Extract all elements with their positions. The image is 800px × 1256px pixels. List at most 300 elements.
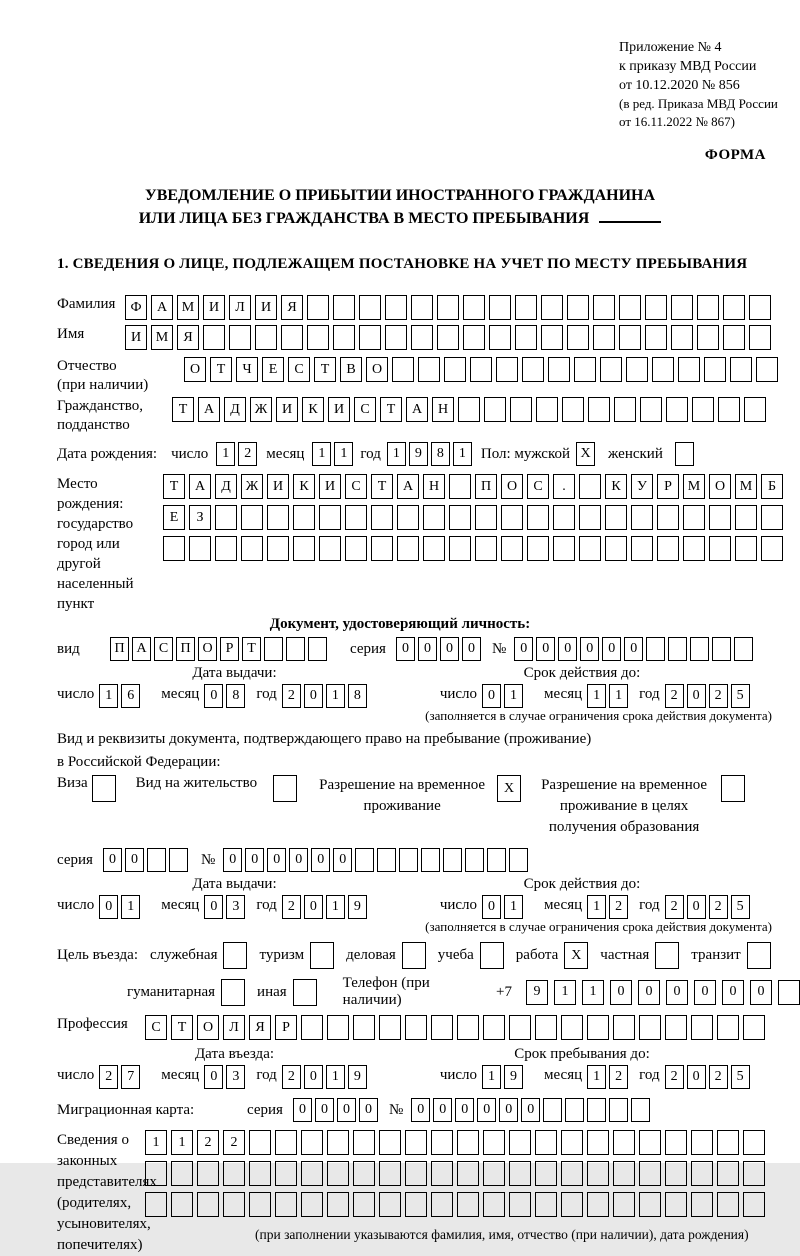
char-cell — [718, 397, 740, 422]
migration-card-label: Миграционная карта: — [57, 1101, 195, 1118]
char-cell: О — [709, 474, 731, 499]
edu-residence-checkbox — [721, 775, 745, 802]
char-cell: 0 — [624, 637, 643, 661]
char-cell — [385, 295, 407, 320]
char-cell — [561, 1015, 583, 1040]
char-cell — [619, 325, 641, 350]
char-cell — [639, 1161, 661, 1186]
char-cell — [437, 325, 459, 350]
char-cell: Я — [249, 1015, 271, 1040]
char-cell: 0 — [125, 848, 144, 872]
char-cell — [379, 1130, 401, 1155]
char-cell — [543, 1098, 562, 1122]
residence-doc-options — [57, 775, 800, 838]
purpose-tourism-label: туризм — [259, 947, 305, 963]
phone-label: Телефон (при наличии) — [342, 975, 430, 1008]
char-cell: Я — [177, 325, 199, 350]
char-cell: 0 — [418, 637, 437, 661]
representatives-label: Сведения о законных представителях (родителях, усыновителях, попечителях) — [57, 1132, 157, 1253]
char-cell — [743, 1015, 765, 1040]
temp-residence-option: Разрешение на временное проживание X — [319, 775, 521, 817]
char-cell: С — [354, 397, 376, 422]
purpose-business-checkbox — [402, 942, 426, 969]
char-cell — [671, 325, 693, 350]
char-cell: 0 — [440, 637, 459, 661]
char-cell: О — [198, 637, 217, 661]
char-cell: А — [397, 474, 419, 499]
visa-option: Виза — [57, 775, 116, 802]
char-cell — [431, 1015, 453, 1040]
number-label: № — [491, 640, 507, 657]
sex-female-checkbox — [675, 442, 694, 466]
char-cell: С — [345, 474, 367, 499]
char-cell — [301, 1192, 323, 1217]
char-cell: 0 — [482, 895, 501, 919]
char-cell: 0 — [103, 848, 122, 872]
char-cell: М — [683, 474, 705, 499]
issue-year-cells — [282, 684, 370, 708]
residence-permit-checkbox — [273, 775, 297, 802]
purpose-humanitarian-label: гуманитарная — [127, 983, 216, 1000]
char-cell — [631, 536, 653, 561]
number-label: № — [200, 851, 216, 868]
char-cell — [319, 536, 341, 561]
char-cell: О — [366, 357, 388, 382]
char-cell: 3 — [226, 1065, 245, 1089]
char-cell — [626, 357, 648, 382]
char-cell — [457, 1192, 479, 1217]
char-cell — [639, 1130, 661, 1155]
char-cell: И — [328, 397, 350, 422]
char-cell — [665, 1015, 687, 1040]
char-cell — [371, 505, 393, 530]
char-cell: Т — [163, 474, 185, 499]
char-cell: Т — [314, 357, 336, 382]
char-cell — [665, 1161, 687, 1186]
purpose-work-label: работа — [515, 947, 559, 963]
char-cell — [541, 325, 563, 350]
identity-doc-date-headings — [57, 665, 800, 682]
char-cell: 1 — [326, 1065, 345, 1089]
char-cell: 2 — [709, 895, 728, 919]
char-cell: 0 — [610, 980, 632, 1005]
char-cell — [275, 1161, 297, 1186]
char-cell: И — [276, 397, 298, 422]
char-cell — [541, 295, 563, 320]
char-cell — [665, 1192, 687, 1217]
char-cell: 2 — [709, 684, 728, 708]
char-cell — [697, 295, 719, 320]
char-cell: 1 — [312, 442, 331, 466]
char-cell: 0 — [687, 1065, 706, 1089]
doc-series-cells — [396, 637, 484, 661]
char-cell: 0 — [433, 1098, 452, 1122]
char-cell — [489, 295, 511, 320]
char-cell — [359, 325, 381, 350]
char-cell — [567, 325, 589, 350]
limit-note: (заполняется в случае ограничения срока действия документа) — [425, 708, 772, 723]
char-cell — [683, 505, 705, 530]
patronymic-row — [57, 357, 800, 395]
profession-label: Профессия — [57, 1016, 128, 1032]
char-cell — [587, 1192, 609, 1217]
purpose-business-label: деловая — [346, 947, 396, 963]
char-cell — [353, 1130, 375, 1155]
entry-date-headings — [57, 1046, 800, 1063]
purpose-humanitarian-checkbox — [221, 979, 245, 1006]
char-cell: 3 — [226, 895, 245, 919]
char-cell: А — [151, 295, 173, 320]
char-cell: И — [319, 474, 341, 499]
char-cell — [308, 637, 327, 661]
char-cell — [631, 1098, 650, 1122]
char-cell: 1 — [554, 980, 576, 1005]
char-cell — [613, 1161, 635, 1186]
citizenship-label: Гражданство, подданство — [57, 398, 144, 433]
char-cell: В — [340, 357, 362, 382]
char-cell — [267, 505, 289, 530]
char-cell — [418, 357, 440, 382]
series-label: серия — [350, 640, 386, 657]
valid-year-cells — [665, 684, 753, 708]
representatives-cells-3 — [145, 1192, 769, 1217]
char-cell — [639, 1192, 661, 1217]
char-cell — [411, 295, 433, 320]
char-cell: 0 — [694, 980, 716, 1005]
residence-number-cells — [223, 848, 531, 872]
char-cell: 0 — [293, 1098, 312, 1122]
char-cell — [501, 505, 523, 530]
char-cell: Ч — [236, 357, 258, 382]
char-cell — [333, 295, 355, 320]
char-cell: 2 — [223, 1130, 245, 1155]
char-cell — [743, 1161, 765, 1186]
char-cell — [355, 848, 374, 872]
issue-month-cells — [204, 684, 248, 708]
char-cell — [501, 536, 523, 561]
char-cell: 2 — [282, 1065, 301, 1089]
char-cell: 8 — [431, 442, 450, 466]
char-cell — [327, 1130, 349, 1155]
char-cell: Ж — [250, 397, 272, 422]
char-cell: 0 — [223, 848, 242, 872]
char-cell — [171, 1192, 193, 1217]
char-cell — [203, 325, 225, 350]
issue-date-group: число 1 6 месяц 0 8 год 2 0 1 8 — [57, 684, 378, 708]
char-cell — [405, 1130, 427, 1155]
sex-male-checkbox: X — [576, 442, 595, 466]
form-title — [57, 184, 743, 230]
char-cell: 1 — [216, 442, 235, 466]
char-cell — [723, 325, 745, 350]
migration-series-cells — [293, 1098, 381, 1122]
char-cell — [470, 357, 492, 382]
valid-until-heading: Срок действия до: — [523, 665, 641, 681]
char-cell: С — [154, 637, 173, 661]
char-cell — [535, 1161, 557, 1186]
char-cell — [267, 536, 289, 561]
issue-day-cells — [99, 684, 143, 708]
char-cell — [640, 397, 662, 422]
purpose-work-checkbox: X — [564, 942, 588, 969]
patronymic-label: Отчество (при наличии) — [57, 358, 149, 393]
char-cell — [431, 1130, 453, 1155]
char-cell: 0 — [99, 895, 118, 919]
char-cell: А — [132, 637, 151, 661]
number-label: № — [388, 1101, 404, 1118]
char-cell — [593, 295, 615, 320]
char-cell — [353, 1161, 375, 1186]
char-cell: У — [631, 474, 653, 499]
blank-underline — [599, 221, 661, 223]
char-cell — [327, 1015, 349, 1040]
char-cell: 1 — [453, 442, 472, 466]
purpose-official-label: служебная — [149, 947, 218, 963]
char-cell — [397, 536, 419, 561]
char-cell — [353, 1015, 375, 1040]
char-cell — [189, 536, 211, 561]
char-cell — [496, 357, 518, 382]
char-cell: С — [527, 474, 549, 499]
appendix-line: к приказу МВД России — [619, 59, 757, 74]
char-cell: Т — [242, 637, 261, 661]
char-cell: 0 — [267, 848, 286, 872]
char-cell — [437, 295, 459, 320]
char-cell: 0 — [204, 684, 223, 708]
birth-place-cells-3 — [163, 536, 787, 561]
birth-place-label: Место рождения: государство город или другой населенный пункт — [57, 476, 134, 612]
char-cell — [475, 505, 497, 530]
char-cell — [223, 1161, 245, 1186]
issue-date-group: число 0 1 месяц 0 3 год 2 0 1 9 — [57, 895, 378, 919]
representatives-rows — [145, 1130, 769, 1243]
char-cell — [652, 357, 674, 382]
char-cell: 0 — [638, 980, 660, 1005]
representatives-cells-2 — [145, 1161, 769, 1186]
phone-cells — [520, 980, 800, 1005]
char-cell: 0 — [514, 637, 533, 661]
char-cell — [749, 295, 771, 320]
char-cell — [510, 397, 532, 422]
char-cell — [593, 325, 615, 350]
char-cell: 9 — [409, 442, 428, 466]
char-cell — [345, 536, 367, 561]
char-cell — [691, 1015, 713, 1040]
valid-until-heading: Срок действия до: — [523, 876, 641, 892]
representatives-note: (при заполнении указываются фамилия, имя, отчество (при наличии), дата рождения) — [255, 1227, 749, 1242]
char-cell — [613, 1015, 635, 1040]
entry-date-group: число 2 7 месяц 0 3 год 2 0 1 9 — [57, 1065, 378, 1089]
char-cell: Л — [223, 1015, 245, 1040]
char-cell — [535, 1015, 557, 1040]
char-cell: 9 — [504, 1065, 523, 1089]
edu-residence-option: Разрешение на временное проживание в целях получения образования — [541, 775, 745, 838]
char-cell: К — [302, 397, 324, 422]
section1-heading: 1. СВЕДЕНИЯ О ЛИЦЕ, ПОДЛЕЖАЩЕМ ПОСТАНОВКЕ НА УЧЕТ ПО МЕСТУ ПРЕБЫВАНИЯ — [57, 256, 748, 272]
char-cell: П — [176, 637, 195, 661]
limit-note: (заполняется в случае ограничения срока действия документа) — [425, 919, 772, 934]
char-cell: Е — [163, 505, 185, 530]
purpose-official-checkbox — [223, 942, 247, 969]
char-cell — [761, 505, 783, 530]
char-cell: 2 — [282, 895, 301, 919]
char-cell — [609, 1098, 628, 1122]
entry-dates-row — [57, 1065, 800, 1089]
char-cell — [215, 505, 237, 530]
char-cell: 0 — [304, 895, 323, 919]
char-cell: 1 — [145, 1130, 167, 1155]
char-cell — [449, 536, 471, 561]
entry-day-cells — [99, 1065, 143, 1089]
char-cell — [465, 848, 484, 872]
char-cell: Д — [215, 474, 237, 499]
char-cell: Т — [172, 397, 194, 422]
char-cell — [515, 295, 537, 320]
char-cell: 0 — [304, 684, 323, 708]
entry-date-heading: Дата въезда: — [194, 1046, 275, 1062]
char-cell — [169, 848, 188, 872]
char-cell — [307, 325, 329, 350]
char-cell: 2 — [665, 1065, 684, 1089]
char-cell — [345, 505, 367, 530]
char-cell: 2 — [665, 684, 684, 708]
char-cell — [444, 357, 466, 382]
char-cell: А — [406, 397, 428, 422]
series-label: серия — [247, 1101, 283, 1118]
char-cell: О — [501, 474, 523, 499]
char-cell: 1 — [334, 442, 353, 466]
char-cell: 0 — [482, 684, 501, 708]
char-cell: 1 — [587, 1065, 606, 1089]
valid-date-group: число 0 1 месяц 1 2 год 2 0 2 5 — [440, 895, 761, 919]
char-cell — [255, 325, 277, 350]
char-cell — [405, 1161, 427, 1186]
char-cell: Ф — [125, 295, 147, 320]
char-cell: 0 — [687, 684, 706, 708]
char-cell — [527, 536, 549, 561]
birth-month-cells — [312, 442, 356, 466]
char-cell: 8 — [348, 684, 367, 708]
firstname-row — [57, 325, 800, 350]
char-cell: Т — [210, 357, 232, 382]
char-cell — [293, 505, 315, 530]
char-cell: Р — [657, 474, 679, 499]
char-cell — [761, 536, 783, 561]
char-cell — [561, 1192, 583, 1217]
char-cell: 2 — [238, 442, 257, 466]
char-cell — [483, 1192, 505, 1217]
char-cell: 2 — [665, 895, 684, 919]
char-cell — [249, 1192, 271, 1217]
char-cell — [385, 325, 407, 350]
char-cell: Е — [262, 357, 284, 382]
char-cell — [587, 1161, 609, 1186]
char-cell: 2 — [609, 1065, 628, 1089]
char-cell: О — [197, 1015, 219, 1040]
char-cell — [457, 1130, 479, 1155]
valid-month-cells — [587, 684, 631, 708]
char-cell — [697, 325, 719, 350]
migration-number-cells — [411, 1098, 653, 1122]
char-cell: К — [605, 474, 627, 499]
visit-purpose-row2 — [127, 975, 800, 1009]
char-cell — [671, 295, 693, 320]
char-cell — [241, 536, 263, 561]
char-cell — [605, 536, 627, 561]
char-cell: А — [198, 397, 220, 422]
char-cell — [535, 1130, 557, 1155]
char-cell — [515, 325, 537, 350]
char-cell — [249, 1161, 271, 1186]
char-cell: Р — [220, 637, 239, 661]
char-cell: М — [735, 474, 757, 499]
char-cell — [639, 1015, 661, 1040]
char-cell — [579, 474, 601, 499]
visit-purpose-label: Цель въезда: — [57, 947, 138, 963]
char-cell: 5 — [731, 895, 750, 919]
char-cell: 5 — [731, 684, 750, 708]
doc-kind-label: вид — [57, 640, 80, 657]
char-cell: 5 — [731, 1065, 750, 1089]
char-cell: 0 — [359, 1098, 378, 1122]
char-cell — [561, 1161, 583, 1186]
char-cell — [509, 1161, 531, 1186]
char-cell — [735, 536, 757, 561]
char-cell: 0 — [750, 980, 772, 1005]
form-title-line2: ИЛИ ЛИЦА БЕЗ ГРАЖДАНСТВА В МЕСТО ПРЕБЫВАНИЯ — [57, 207, 743, 230]
purpose-study-checkbox — [480, 942, 504, 969]
valid-day-cells — [482, 895, 526, 919]
char-cell: 6 — [121, 684, 140, 708]
temp-residence-checkbox: X — [497, 775, 521, 802]
purpose-tourism-checkbox — [310, 942, 334, 969]
char-cell: К — [293, 474, 315, 499]
char-cell — [678, 357, 700, 382]
char-cell — [421, 848, 440, 872]
char-cell: 2 — [282, 684, 301, 708]
char-cell — [709, 536, 731, 561]
char-cell — [579, 536, 601, 561]
char-cell — [171, 1161, 193, 1186]
birth-place-cells-2 — [163, 505, 787, 530]
firstname-label: Имя — [57, 326, 85, 342]
char-cell — [275, 1130, 297, 1155]
char-cell — [264, 637, 283, 661]
char-cell: М — [177, 295, 199, 320]
char-cell: 0 — [666, 980, 688, 1005]
char-cell — [223, 1192, 245, 1217]
entry-month-cells — [204, 1065, 248, 1089]
char-cell: 0 — [315, 1098, 334, 1122]
char-cell — [431, 1192, 453, 1217]
char-cell: О — [184, 357, 206, 382]
char-cell: 0 — [204, 895, 223, 919]
char-cell: П — [475, 474, 497, 499]
char-cell — [690, 637, 709, 661]
valid-date-group: число 0 1 месяц 1 1 год 2 0 2 5 — [440, 684, 761, 708]
char-cell — [743, 1130, 765, 1155]
valid-month-cells — [587, 895, 631, 919]
char-cell — [614, 397, 636, 422]
char-cell: И — [125, 325, 147, 350]
char-cell — [691, 1192, 713, 1217]
char-cell — [619, 295, 641, 320]
char-cell — [399, 848, 418, 872]
char-cell: 1 — [587, 895, 606, 919]
char-cell — [631, 505, 653, 530]
issue-year-cells — [282, 895, 370, 919]
char-cell — [509, 1192, 531, 1217]
